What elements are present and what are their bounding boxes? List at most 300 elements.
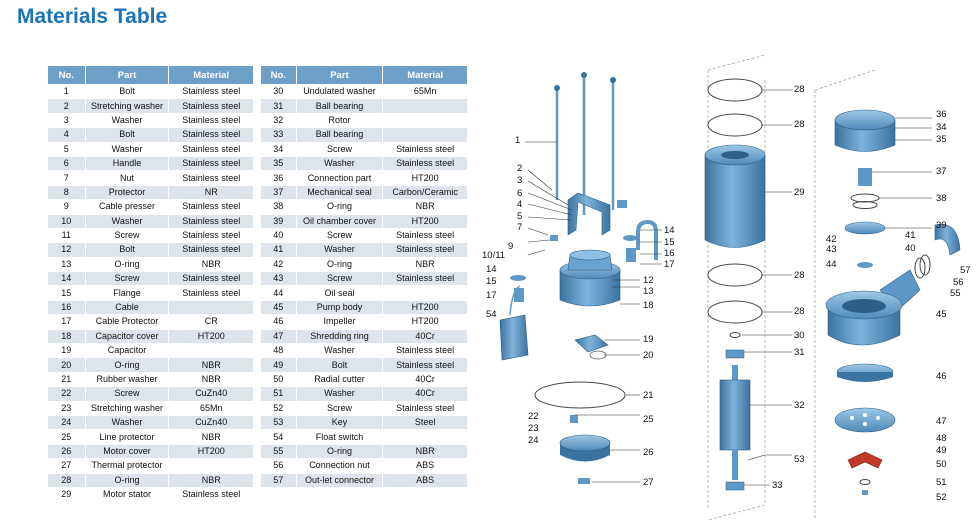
table-row bbox=[261, 85, 468, 99]
cell-no: 17 bbox=[48, 315, 86, 329]
cell-material: HT200 bbox=[383, 214, 468, 228]
label-29: 29 bbox=[794, 187, 805, 198]
table-row bbox=[48, 444, 254, 458]
header-material: Material bbox=[383, 66, 468, 85]
table-row bbox=[48, 358, 254, 372]
table-row bbox=[48, 401, 254, 415]
cell-no: 9 bbox=[48, 200, 86, 214]
cell-material: Stainless steel bbox=[169, 286, 254, 300]
cell-no: 2 bbox=[48, 99, 86, 113]
cell-part: Pump body bbox=[296, 300, 383, 314]
cell-no: 10 bbox=[48, 214, 86, 228]
label-47: 47 bbox=[936, 416, 947, 427]
label-22: 22 bbox=[528, 411, 539, 422]
cell-material: 65Mn bbox=[169, 401, 254, 415]
cell-no: 52 bbox=[261, 401, 297, 415]
cell-material: CR bbox=[169, 315, 254, 329]
table-row bbox=[261, 228, 468, 242]
label-1: 1 bbox=[515, 135, 521, 146]
radial-cutter bbox=[848, 452, 882, 495]
cell-material: NBR bbox=[383, 444, 468, 458]
stator-assembly bbox=[705, 79, 765, 490]
materials-table-right bbox=[260, 65, 468, 488]
cell-material: Stainless steel bbox=[383, 272, 468, 286]
label-3: 3 bbox=[517, 175, 523, 186]
table-row bbox=[48, 459, 254, 473]
cell-no: 46 bbox=[261, 315, 297, 329]
label-19: 19 bbox=[643, 334, 654, 345]
cell-material: Stainless steel bbox=[383, 344, 468, 358]
table-row bbox=[261, 315, 468, 329]
table-row bbox=[48, 243, 254, 257]
pump-body bbox=[826, 262, 920, 345]
table-row bbox=[48, 315, 254, 329]
shredding-ring bbox=[835, 408, 895, 432]
cell-part: Screw bbox=[296, 228, 383, 242]
label-28a: 28 bbox=[794, 84, 805, 95]
table-row bbox=[261, 286, 468, 300]
cell-no: 30 bbox=[261, 85, 297, 99]
label-27: 27 bbox=[643, 477, 654, 488]
cell-part: Washer bbox=[85, 142, 169, 156]
cell-part: O-ring bbox=[85, 473, 169, 487]
table-row bbox=[261, 142, 468, 156]
table-header-row bbox=[261, 66, 468, 85]
table-row bbox=[261, 185, 468, 199]
table-row bbox=[261, 415, 468, 429]
label-15a: 15 bbox=[486, 276, 497, 287]
cell-no: 22 bbox=[48, 387, 86, 401]
cell-part: Washer bbox=[296, 387, 383, 401]
cell-material bbox=[169, 459, 254, 473]
label-10-11: 10/11 bbox=[482, 250, 506, 261]
table-row bbox=[48, 344, 254, 358]
cell-no: 19 bbox=[48, 344, 86, 358]
cell-material: CuZn40 bbox=[169, 415, 254, 429]
label-42: 42 bbox=[826, 234, 837, 245]
cell-no: 57 bbox=[261, 473, 297, 487]
table-row bbox=[48, 128, 254, 142]
table-row bbox=[261, 128, 468, 142]
table-row bbox=[48, 473, 254, 487]
cell-no: 25 bbox=[48, 430, 86, 444]
label-51: 51 bbox=[936, 477, 947, 488]
cell-part: O-ring bbox=[85, 257, 169, 271]
cell-part: O-ring bbox=[296, 200, 383, 214]
cell-no: 11 bbox=[48, 228, 86, 242]
cell-no: 16 bbox=[48, 300, 86, 314]
cell-part: Impeller bbox=[296, 315, 383, 329]
cell-part: Cable bbox=[85, 300, 169, 314]
label-4: 4 bbox=[517, 199, 523, 210]
cell-material: Stainless steel bbox=[383, 358, 468, 372]
label-46: 46 bbox=[936, 371, 947, 382]
table-row bbox=[261, 459, 468, 473]
cell-part: Shredding ring bbox=[296, 329, 383, 343]
cell-part: Washer bbox=[85, 415, 169, 429]
cell-material: HT200 bbox=[169, 444, 254, 458]
table-row bbox=[261, 214, 468, 228]
table-row bbox=[261, 99, 468, 113]
label-40: 40 bbox=[905, 243, 916, 254]
cell-material: HT200 bbox=[383, 315, 468, 329]
handle-assembly bbox=[550, 72, 627, 241]
cell-no: 6 bbox=[48, 156, 86, 170]
header-no: No. bbox=[261, 66, 297, 85]
cell-material: Stainless steel bbox=[383, 401, 468, 415]
table-row bbox=[261, 344, 468, 358]
cell-material bbox=[383, 286, 468, 300]
cell-no: 13 bbox=[48, 257, 86, 271]
label-18: 18 bbox=[643, 300, 654, 311]
cell-part: Motor stator bbox=[85, 487, 169, 501]
label-37: 37 bbox=[936, 166, 947, 177]
table-row bbox=[48, 430, 254, 444]
exploded-pump-diagram bbox=[480, 50, 976, 525]
table-row bbox=[48, 329, 254, 343]
table-row bbox=[48, 487, 254, 501]
label-45: 45 bbox=[936, 309, 947, 320]
cell-no: 34 bbox=[261, 142, 297, 156]
cell-part: Oil chamber cover bbox=[296, 214, 383, 228]
cell-material: NBR bbox=[169, 473, 254, 487]
cell-part: Cable Protector bbox=[85, 315, 169, 329]
cell-material: CuZn40 bbox=[169, 387, 254, 401]
table-row bbox=[261, 171, 468, 185]
cell-part: Washer bbox=[296, 243, 383, 257]
table-row bbox=[48, 142, 254, 156]
label-34: 34 bbox=[936, 122, 947, 133]
table-row bbox=[261, 300, 468, 314]
table-row bbox=[261, 156, 468, 170]
table-row bbox=[261, 430, 468, 444]
table-row bbox=[48, 387, 254, 401]
cell-material: ABS bbox=[383, 473, 468, 487]
label-9: 9 bbox=[508, 241, 514, 252]
cell-no: 53 bbox=[261, 415, 297, 429]
label-26: 26 bbox=[643, 447, 654, 458]
motor-cover bbox=[560, 415, 610, 484]
cell-part: Thermal protector bbox=[85, 459, 169, 473]
label-49: 49 bbox=[936, 445, 947, 456]
cell-material: Stainless steel bbox=[169, 99, 254, 113]
table-row bbox=[48, 286, 254, 300]
cell-material: NBR bbox=[383, 257, 468, 271]
label-16: 16 bbox=[664, 248, 675, 259]
table-row bbox=[261, 401, 468, 415]
cell-part: Screw bbox=[296, 272, 383, 286]
cell-no: 43 bbox=[261, 272, 297, 286]
label-17b: 17 bbox=[664, 259, 675, 270]
cell-material: Stainless steel bbox=[169, 228, 254, 242]
cell-part: Stretching washer bbox=[85, 99, 169, 113]
cell-part: Washer bbox=[85, 113, 169, 127]
cell-material: 40Cr bbox=[383, 372, 468, 386]
table-row bbox=[48, 99, 254, 113]
cell-material: NBR bbox=[169, 257, 254, 271]
cell-material: Stainless steel bbox=[383, 142, 468, 156]
cell-no: 12 bbox=[48, 243, 86, 257]
cell-no: 4 bbox=[48, 128, 86, 142]
label-54: 54 bbox=[486, 309, 497, 320]
label-28b: 28 bbox=[794, 119, 805, 130]
cell-material: 65Mn bbox=[383, 85, 468, 99]
label-57: 57 bbox=[960, 265, 971, 276]
cell-part: Bolt bbox=[296, 358, 383, 372]
label-14b: 14 bbox=[664, 225, 675, 236]
cell-material: NBR bbox=[169, 358, 254, 372]
table-row bbox=[261, 113, 468, 127]
cell-material bbox=[383, 430, 468, 444]
cell-part: Undulated washer bbox=[296, 85, 383, 99]
label-12: 12 bbox=[643, 275, 654, 286]
cell-material: Stainless steel bbox=[169, 128, 254, 142]
label-44: 44 bbox=[826, 259, 837, 270]
table-row bbox=[261, 372, 468, 386]
cell-no: 33 bbox=[261, 128, 297, 142]
cell-part: Screw bbox=[85, 387, 169, 401]
label-13: 13 bbox=[643, 286, 654, 297]
table-row bbox=[261, 257, 468, 271]
cell-no: 7 bbox=[48, 171, 86, 185]
label-5: 5 bbox=[517, 211, 523, 222]
label-43: 43 bbox=[826, 244, 837, 255]
cell-no: 26 bbox=[48, 444, 86, 458]
cell-no: 39 bbox=[261, 214, 297, 228]
cell-material: ABS bbox=[383, 459, 468, 473]
cell-no: 47 bbox=[261, 329, 297, 343]
cell-part: Screw bbox=[296, 142, 383, 156]
cell-material: Stainless steel bbox=[169, 113, 254, 127]
cell-material bbox=[169, 344, 254, 358]
cell-part: Protector bbox=[85, 185, 169, 199]
cell-no: 49 bbox=[261, 358, 297, 372]
label-21: 21 bbox=[643, 390, 654, 401]
label-17a: 17 bbox=[486, 290, 497, 301]
capacitor bbox=[575, 335, 608, 359]
cell-no: 38 bbox=[261, 200, 297, 214]
cell-part: Connection part bbox=[296, 171, 383, 185]
label-52: 52 bbox=[936, 492, 947, 503]
header-part: Part bbox=[296, 66, 383, 85]
cell-part: Handle bbox=[85, 156, 169, 170]
cell-no: 55 bbox=[261, 444, 297, 458]
cell-no: 45 bbox=[261, 300, 297, 314]
label-36: 36 bbox=[936, 109, 947, 120]
cell-material bbox=[383, 99, 468, 113]
cell-material: Stainless steel bbox=[169, 85, 254, 99]
cell-part: Screw bbox=[85, 228, 169, 242]
label-30: 30 bbox=[794, 330, 805, 341]
cell-material: Steel bbox=[383, 415, 468, 429]
cell-part: Motor cover bbox=[85, 444, 169, 458]
table-row bbox=[48, 185, 254, 199]
cell-material: Stainless steel bbox=[169, 171, 254, 185]
table-row bbox=[48, 200, 254, 214]
cell-material bbox=[383, 113, 468, 127]
cell-no: 51 bbox=[261, 387, 297, 401]
cell-no: 48 bbox=[261, 344, 297, 358]
cell-no: 23 bbox=[48, 401, 86, 415]
label-15b: 15 bbox=[664, 237, 675, 248]
cell-no: 3 bbox=[48, 113, 86, 127]
label-24: 24 bbox=[528, 435, 539, 446]
cell-no: 42 bbox=[261, 257, 297, 271]
label-31: 31 bbox=[794, 347, 805, 358]
table-row bbox=[48, 214, 254, 228]
impeller bbox=[837, 364, 893, 382]
materials-table-left bbox=[47, 65, 254, 502]
cell-part: Bolt bbox=[85, 243, 169, 257]
cell-part: O-ring bbox=[296, 444, 383, 458]
rubber-washer bbox=[535, 382, 625, 408]
table-row bbox=[48, 272, 254, 286]
table-row bbox=[261, 243, 468, 257]
label-20: 20 bbox=[643, 350, 654, 361]
cell-part: O-ring bbox=[296, 257, 383, 271]
cell-material bbox=[383, 128, 468, 142]
cell-part: Washer bbox=[296, 344, 383, 358]
label-2: 2 bbox=[517, 163, 523, 174]
cell-part: Washer bbox=[85, 214, 169, 228]
cell-part: Cable presser bbox=[85, 200, 169, 214]
label-56: 56 bbox=[953, 277, 964, 288]
cell-part: Flange bbox=[85, 286, 169, 300]
table-row bbox=[48, 171, 254, 185]
cell-no: 35 bbox=[261, 156, 297, 170]
cell-part: Capacitor cover bbox=[85, 329, 169, 343]
cell-material: Carbon/Ceramic bbox=[383, 185, 468, 199]
label-53: 53 bbox=[794, 454, 805, 465]
table-row bbox=[48, 156, 254, 170]
cell-material: NR bbox=[169, 185, 254, 199]
table-row bbox=[48, 113, 254, 127]
label-39: 39 bbox=[936, 220, 947, 231]
label-25: 25 bbox=[643, 414, 654, 425]
cell-material: 40Cr bbox=[383, 329, 468, 343]
table-row bbox=[261, 200, 468, 214]
cell-no: 27 bbox=[48, 459, 86, 473]
cell-no: 15 bbox=[48, 286, 86, 300]
label-7: 7 bbox=[517, 222, 523, 233]
table-row bbox=[48, 228, 254, 242]
cell-part: O-ring bbox=[85, 358, 169, 372]
cell-material: HT200 bbox=[383, 300, 468, 314]
cell-part: Ball bearing bbox=[296, 99, 383, 113]
cell-material: NBR bbox=[169, 372, 254, 386]
cell-no: 56 bbox=[261, 459, 297, 473]
cell-no: 37 bbox=[261, 185, 297, 199]
cell-no: 36 bbox=[261, 171, 297, 185]
cell-material: Stainless steel bbox=[169, 200, 254, 214]
label-50: 50 bbox=[936, 459, 947, 470]
table-row bbox=[48, 257, 254, 271]
cell-no: 14 bbox=[48, 272, 86, 286]
cell-part: Connection nut bbox=[296, 459, 383, 473]
table-row bbox=[261, 473, 468, 487]
cell-no: 40 bbox=[261, 228, 297, 242]
table-header-row bbox=[48, 66, 254, 85]
table-row bbox=[48, 372, 254, 386]
label-48: 48 bbox=[936, 433, 947, 444]
cell-part: Rotor bbox=[296, 113, 383, 127]
cell-no: 20 bbox=[48, 358, 86, 372]
cell-part: Screw bbox=[296, 401, 383, 415]
cell-part: Line protector bbox=[85, 430, 169, 444]
table-row bbox=[261, 329, 468, 343]
cell-part: Nut bbox=[85, 171, 169, 185]
cell-part: Mechanical seal bbox=[296, 185, 383, 199]
cell-material: Stainless steel bbox=[383, 228, 468, 242]
label-55: 55 bbox=[950, 288, 961, 299]
cell-part: Out-let connector bbox=[296, 473, 383, 487]
cell-no: 18 bbox=[48, 329, 86, 343]
header-material: Material bbox=[169, 66, 254, 85]
label-38: 38 bbox=[936, 193, 947, 204]
cell-material: Stainless steel bbox=[169, 156, 254, 170]
cell-no: 5 bbox=[48, 142, 86, 156]
label-6: 6 bbox=[517, 188, 523, 199]
cell-no: 28 bbox=[48, 473, 86, 487]
cell-material: Stainless steel bbox=[383, 243, 468, 257]
table-row bbox=[261, 387, 468, 401]
table-row bbox=[261, 358, 468, 372]
cell-material: HT200 bbox=[169, 329, 254, 343]
label-41: 41 bbox=[905, 230, 916, 241]
label-28d: 28 bbox=[794, 306, 805, 317]
label-23: 23 bbox=[528, 423, 539, 434]
label-35: 35 bbox=[936, 134, 947, 145]
header-no: No. bbox=[48, 66, 86, 85]
cell-part: Key bbox=[296, 415, 383, 429]
header-part: Part bbox=[85, 66, 169, 85]
cell-no: 54 bbox=[261, 430, 297, 444]
page-title: Materials Table bbox=[17, 5, 168, 28]
cell-material: 40Cr bbox=[383, 387, 468, 401]
cell-no: 50 bbox=[261, 372, 297, 386]
cell-no: 29 bbox=[48, 487, 86, 501]
cell-part: Rubber washer bbox=[85, 372, 169, 386]
label-33: 33 bbox=[772, 480, 783, 491]
cell-no: 21 bbox=[48, 372, 86, 386]
table-row bbox=[261, 272, 468, 286]
cell-material: Stainless steel bbox=[169, 243, 254, 257]
table-row bbox=[48, 85, 254, 99]
cell-material: NBR bbox=[169, 430, 254, 444]
cell-material: HT200 bbox=[383, 171, 468, 185]
cell-material: Stainless steel bbox=[169, 272, 254, 286]
cell-material: Stainless steel bbox=[383, 156, 468, 170]
motor-cover-top bbox=[560, 250, 620, 306]
cell-part: Washer bbox=[296, 156, 383, 170]
cell-part: Screw bbox=[85, 272, 169, 286]
cell-no: 32 bbox=[261, 113, 297, 127]
cell-no: 1 bbox=[48, 85, 86, 99]
cell-no: 24 bbox=[48, 415, 86, 429]
cell-material: Stainless steel bbox=[169, 214, 254, 228]
cell-no: 31 bbox=[261, 99, 297, 113]
label-32: 32 bbox=[794, 400, 805, 411]
cell-part: Float switch bbox=[296, 430, 383, 444]
cell-part: Oil seal bbox=[296, 286, 383, 300]
cell-material bbox=[169, 300, 254, 314]
cell-part: Bolt bbox=[85, 85, 169, 99]
cell-material: NBR bbox=[383, 200, 468, 214]
cell-no: 44 bbox=[261, 286, 297, 300]
table-row bbox=[261, 444, 468, 458]
label-28c: 28 bbox=[794, 270, 805, 281]
cell-material: Stainless steel bbox=[169, 487, 254, 501]
